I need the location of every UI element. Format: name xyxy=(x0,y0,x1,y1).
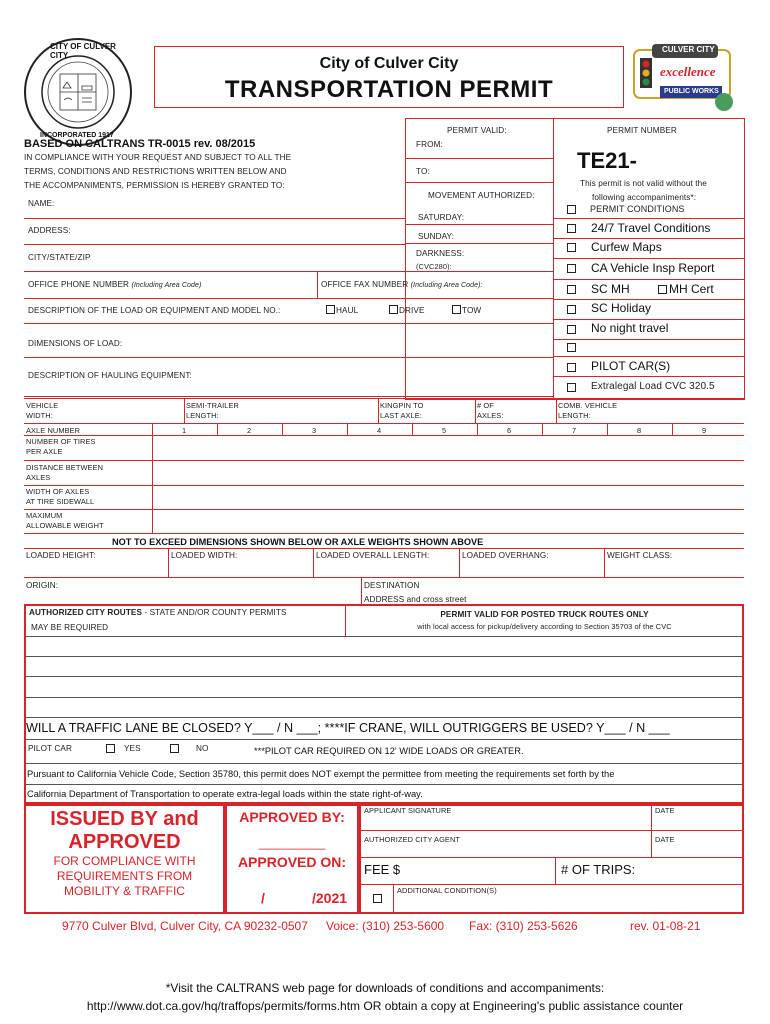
axle-num-9: 9 xyxy=(702,426,707,435)
saturday-label: SATURDAY: xyxy=(418,213,465,222)
tow-checkbox[interactable] xyxy=(452,305,461,314)
trips-label[interactable]: # OF TRIPS: xyxy=(561,862,636,877)
footer-rev: rev. 01-08-21 xyxy=(630,919,701,933)
seal-text-bottom: INCORPORATED 1917 xyxy=(40,132,114,139)
office-phone-note: (Including Area Code) xyxy=(131,282,202,289)
permit-number-value: TE21- xyxy=(577,148,637,173)
intro-line-2: TERMS, CONDITIONS AND RESTRICTIONS WRITTEN BELOW AND xyxy=(24,167,287,176)
approved-date-slash: / xyxy=(261,890,265,906)
drive-checkbox[interactable] xyxy=(389,305,398,314)
label-sc-mh: SC MH xyxy=(591,282,630,296)
pursuant-text: Pursuant to California Vehicle Code, Section 35780, this permit does NOT exempt the permittee from meeting the requirements set forth by the xyxy=(27,769,615,779)
haul-checkbox[interactable] xyxy=(326,305,335,314)
kingpin-label xyxy=(380,401,423,421)
logo-bottom-text: PUBLIC WORKS xyxy=(664,88,719,95)
approved-on-label: APPROVED ON: xyxy=(237,854,347,870)
intro-line-1: IN COMPLIANCE WITH YOUR REQUEST AND SUBJECT TO ALL THE xyxy=(24,153,292,162)
description-load-label: DESCRIPTION OF THE LOAD OR EQUIPMENT AND MODEL NO.: xyxy=(28,306,281,315)
permit-number-title: PERMIT NUMBER xyxy=(607,126,677,135)
label-permit-conditions: PERMIT CONDITIONS xyxy=(590,204,685,214)
checkbox-sc-holiday[interactable] xyxy=(567,305,576,314)
routes-line-2[interactable] xyxy=(26,676,742,677)
to-label: TO: xyxy=(416,167,430,176)
office-phone-text: OFFICE PHONE NUMBER xyxy=(28,280,130,289)
pilot-yes-label: YES xyxy=(124,744,141,753)
local-access-label: with local access for pickup/delivery according to Section 35703 of the CVC xyxy=(417,622,672,631)
checkbox-no-night-travel[interactable] xyxy=(567,325,576,334)
approved-by-label: APPROVED BY: xyxy=(239,809,345,825)
header-box xyxy=(154,46,624,108)
signature-box xyxy=(359,804,744,914)
additional-checkbox[interactable] xyxy=(373,894,382,903)
permit-valid-title: PERMIT VALID: xyxy=(447,126,507,135)
cvc-label: (CVC280): xyxy=(416,262,452,271)
permit-note-2: following accompaniments*: xyxy=(592,193,697,202)
loaded-overhang-label: LOADED OVERHANG: xyxy=(462,551,549,560)
axle-header-row xyxy=(152,423,744,434)
label-ca-vehicle-insp: CA Vehicle Insp Report xyxy=(591,261,715,275)
address-label: ADDRESS: xyxy=(28,226,71,235)
city-seal xyxy=(22,36,134,148)
drive-label: DRIVE xyxy=(399,306,425,315)
compliance-line-3: MOBILITY & TRAFFIC xyxy=(64,884,185,898)
authorized-agent-label: AUTHORIZED CITY AGENT xyxy=(364,835,460,844)
issued-line-1: ISSUED BY and xyxy=(50,808,199,830)
approved-year: /2021 xyxy=(312,890,348,906)
vehicle-width-label xyxy=(26,401,58,421)
axles-label xyxy=(477,401,503,421)
distance-text-2: AXLES xyxy=(26,473,51,482)
movement-label: MOVEMENT AUTHORIZED: xyxy=(428,191,535,200)
max-weight-text-2: ALLOWABLE WEIGHT xyxy=(26,521,104,530)
name-field[interactable] xyxy=(24,218,405,219)
caltrans-visit-text: *Visit the CALTRANS web page for downloads of conditions and accompaniments: xyxy=(165,981,605,995)
num-of-text: # OF xyxy=(477,401,494,410)
name-label: NAME: xyxy=(28,199,55,208)
sunday-label: SUNDAY: xyxy=(418,232,455,241)
darkness-label: DARKNESS: xyxy=(416,249,465,258)
checkbox-travel-conditions[interactable] xyxy=(567,224,576,233)
tow-label: TOW xyxy=(462,306,482,315)
checkbox-blank[interactable] xyxy=(567,343,576,352)
axle-num-1: 1 xyxy=(182,426,187,435)
loaded-overall-length-label: LOADED OVERALL LENGTH: xyxy=(316,551,430,560)
tires-text-2: PER AXLE xyxy=(26,447,63,456)
semi-trailer-text: SEMI-TRAILER xyxy=(186,401,239,410)
label-mh-cert: MH Cert xyxy=(669,282,714,296)
authorized-routes-label xyxy=(29,608,287,617)
last-axle-text: LAST AXLE: xyxy=(380,411,422,420)
routes-line-4[interactable] xyxy=(26,717,742,718)
max-weight-label xyxy=(26,511,104,531)
haul-label: HAUL xyxy=(336,306,359,315)
label-pilot-cars: PILOT CAR(S) xyxy=(591,359,671,373)
loaded-height-label: LOADED HEIGHT: xyxy=(26,551,96,560)
caltrans-dept-text: California Department of Transportation to operate extra-legal loads within the state right-of-way. xyxy=(27,789,423,799)
pilot-car-label: PILOT CAR xyxy=(28,744,72,753)
pilot-no-checkbox[interactable] xyxy=(170,744,179,753)
footer-fax: Fax: (310) 253-5626 xyxy=(469,919,578,933)
distance-text-1: DISTANCE BETWEEN xyxy=(26,463,104,472)
tires-text-1: NUMBER OF TIRES xyxy=(26,437,96,446)
distance-label xyxy=(26,463,103,483)
semi-trailer-label xyxy=(186,401,239,421)
not-to-exceed-heading: NOT TO EXCEED DIMENSIONS SHOWN BELOW OR AXLE WEIGHTS SHOWN ABOVE xyxy=(112,537,484,547)
checkbox-pilot-cars[interactable] xyxy=(567,363,576,372)
logo-mid-text: excellence xyxy=(660,64,716,79)
max-weight-text-1: MAXIMUM xyxy=(26,511,63,520)
length-text: LENGTH: xyxy=(186,411,219,420)
axle-num-5: 5 xyxy=(442,426,447,435)
fee-label[interactable]: FEE $ xyxy=(364,862,401,877)
comb-vehicle-label xyxy=(558,401,617,421)
additional-conditions-label: ADDITIONAL CONDITION(S) xyxy=(397,886,497,895)
authorized-routes-rest: - STATE AND/OR COUNTY PERMITS xyxy=(142,608,287,617)
page-title: TRANSPORTATION PERMIT xyxy=(224,76,554,103)
dimensions-field[interactable] xyxy=(24,357,553,358)
axles-text: AXLES: xyxy=(477,411,504,420)
vehicle-text: VEHICLE xyxy=(26,401,59,410)
office-fax-note: (Including Area Code): xyxy=(410,282,483,289)
label-curfew-maps: Curfew Maps xyxy=(591,240,662,254)
compliance-line-1: FOR COMPLIANCE WITH xyxy=(53,854,196,868)
office-phone-label xyxy=(28,280,201,289)
based-on-text: BASED ON CALTRANS TR-0015 rev. 08/2015 xyxy=(24,138,256,150)
city-name: City of Culver City xyxy=(319,55,459,72)
hauling-equipment-label: DESCRIPTION OF HAULING EQUIPMENT: xyxy=(28,371,192,380)
phone-field[interactable] xyxy=(24,298,553,299)
pilot-no-label: NO xyxy=(196,744,209,753)
checkbox-permit-conditions[interactable] xyxy=(567,205,576,214)
office-fax-text: OFFICE FAX NUMBER xyxy=(321,280,409,289)
issued-line-2: APPROVED xyxy=(68,831,181,853)
origin-label: ORIGIN: xyxy=(26,581,59,590)
axle-num-4: 4 xyxy=(377,426,382,435)
width-axles-label xyxy=(26,487,94,507)
intro-line-3: THE ACCOMPANIMENTS, PERMISSION IS HEREBY GRANTED TO: xyxy=(24,181,285,190)
authorized-routes-bold: AUTHORIZED CITY ROUTES xyxy=(29,608,143,617)
kingpin-text: KINGPIN TO xyxy=(380,401,424,410)
city-state-zip-field[interactable] xyxy=(24,271,553,272)
label-no-night-travel: No night travel xyxy=(591,321,669,335)
logo-top-text: CULVER CITY xyxy=(662,45,715,54)
pilot-required-text: ***PILOT CAR REQUIRED ON 12' WIDE LOADS OR GREATER. xyxy=(254,746,524,756)
routes-line-1[interactable] xyxy=(26,656,742,657)
dimensions-load-label: DIMENSIONS OF LOAD: xyxy=(28,339,123,348)
checkbox-sc-mh[interactable] xyxy=(567,285,576,294)
comb-length-text: LENGTH: xyxy=(558,411,591,420)
axle-num-3: 3 xyxy=(312,426,317,435)
width-axles-text-1: WIDTH OF AXLES xyxy=(26,487,90,496)
checkbox-extralegal[interactable] xyxy=(567,383,576,392)
axle-num-6: 6 xyxy=(507,426,512,435)
width-axles-text-2: AT TIRE SIDEWALL xyxy=(26,497,95,506)
axle-num-8: 8 xyxy=(637,426,642,435)
public-works-logo xyxy=(632,42,736,114)
date-label-2: DATE xyxy=(655,835,675,844)
compliance-line-2: REQUIREMENTS FROM xyxy=(56,869,193,883)
axle-num-7: 7 xyxy=(572,426,577,435)
permit-note-1: This permit is not valid without the xyxy=(580,179,707,188)
may-be-required-label: MAY BE REQUIRED xyxy=(31,623,109,632)
label-extralegal: Extralegal Load CVC 320.5 xyxy=(591,381,715,392)
address-field[interactable] xyxy=(24,244,405,245)
axle-num-2: 2 xyxy=(247,426,252,435)
applicant-signature-label: APPLICANT SIGNATURE xyxy=(364,806,452,815)
pilot-yes-checkbox[interactable] xyxy=(106,744,115,753)
label-travel-conditions: 24/7 Travel Conditions xyxy=(591,221,711,235)
axle-number-label: AXLE NUMBER xyxy=(26,426,81,435)
traffic-lane-question: WILL A TRAFFIC LANE BE CLOSED? Y___ / N ___; ****IF CRANE, WILL OUTRIGGERS BE USED? Y___ / N ___ xyxy=(26,721,670,735)
routes-line-3[interactable] xyxy=(26,697,742,698)
weight-class-label: WEIGHT CLASS: xyxy=(607,551,673,560)
destination-label: DESTINATION xyxy=(364,581,420,590)
footer-address: 9770 Culver Blvd, Culver City, CA 90232-0507 xyxy=(62,919,308,933)
date-label-1: DATE xyxy=(655,806,675,815)
from-label: FROM: xyxy=(416,140,443,149)
checkbox-mh-cert[interactable] xyxy=(658,285,667,294)
width-text: WIDTH: xyxy=(26,411,53,420)
checkbox-curfew-maps[interactable] xyxy=(567,243,576,252)
label-sc-holiday: SC Holiday xyxy=(591,301,652,315)
approved-by-field[interactable]: __________ xyxy=(258,836,326,850)
caltrans-url-text: http://www.dot.ca.gov/hq/traffops/permits/forms.htm OR obtain a copy at Engineering's public assistance counter xyxy=(86,999,684,1013)
hauling-field[interactable] xyxy=(24,396,553,397)
loaded-width-label: LOADED WIDTH: xyxy=(171,551,238,560)
office-fax-label xyxy=(321,280,483,289)
valid-posted-label: PERMIT VALID FOR POSTED TRUCK ROUTES ONLY xyxy=(440,610,649,619)
footer-voice: Voice: (310) 253-5600 xyxy=(326,919,445,933)
checkbox-ca-vehicle-insp[interactable] xyxy=(567,264,576,273)
seal-text-top: CITY OF CULVER CITY xyxy=(50,42,116,60)
comb-vehicle-text: COMB. VEHICLE xyxy=(558,401,618,410)
address-cross-label: ADDRESS and cross street xyxy=(364,595,467,604)
city-state-zip-label: CITY/STATE/ZIP xyxy=(28,253,91,262)
tires-label xyxy=(26,437,96,457)
